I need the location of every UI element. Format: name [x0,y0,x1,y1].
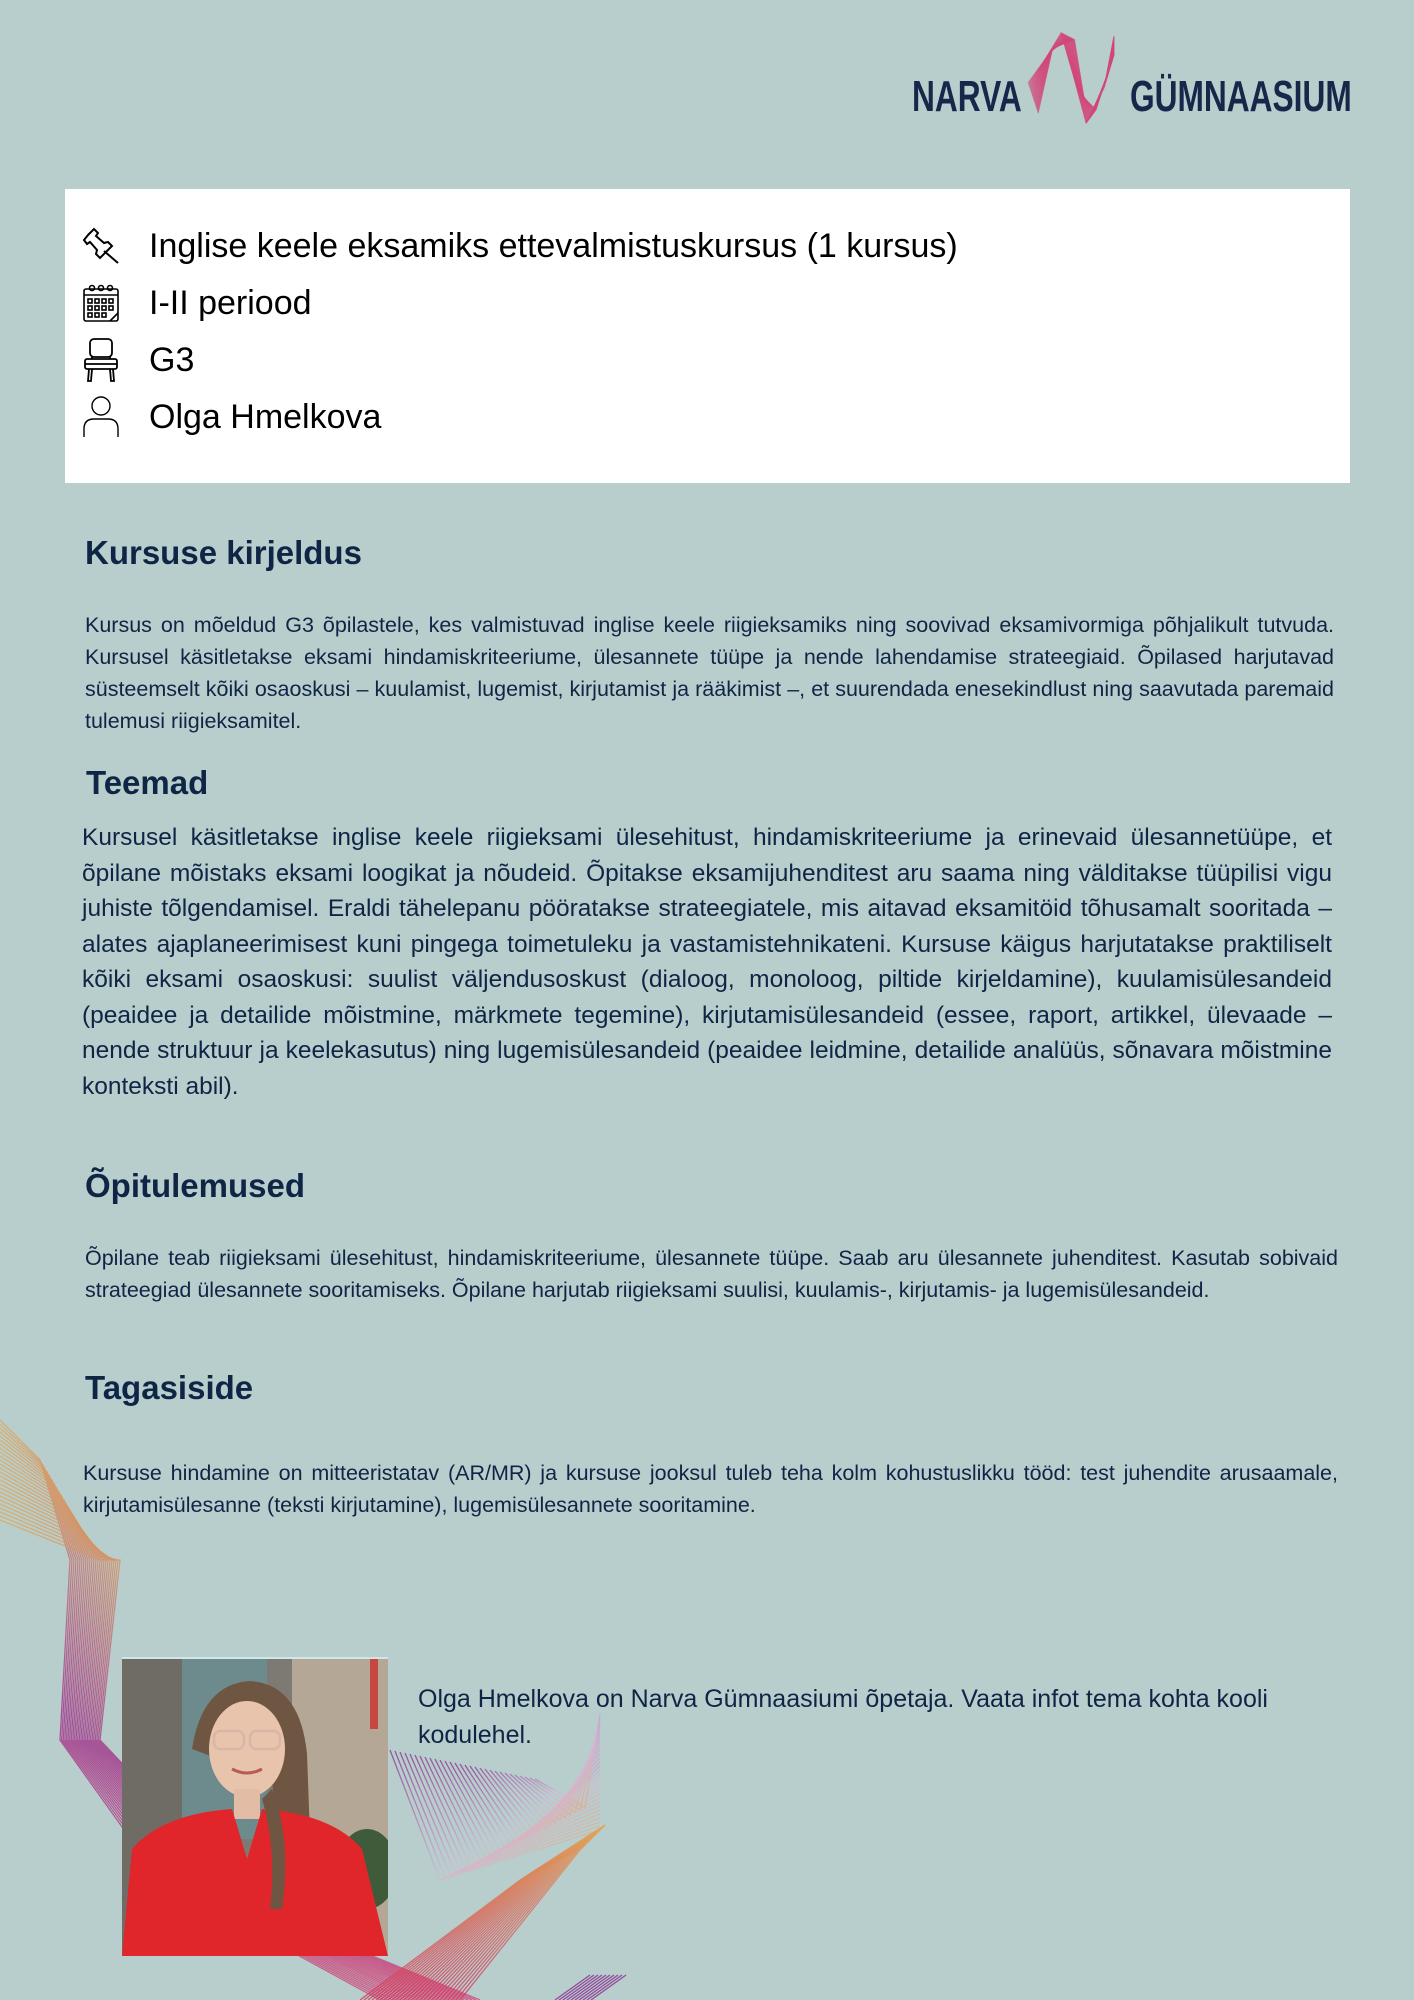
topics-heading: Teemad [86,764,209,801]
decorative-line [412,1825,605,2000]
decorative-line [415,1755,600,1868]
teacher-photo [122,1657,388,1956]
logo-word-gymnaasium: GÜMNAASIUM [1130,72,1352,121]
decorative-line [591,1975,626,2000]
course-info-card [65,189,1350,483]
decorative-line [579,1975,614,2000]
decorative-line [372,1825,605,2000]
decorative-line [425,1757,600,1863]
class-row [81,337,194,383]
logo-word-narva: NARVA [912,72,1022,121]
feedback-text: Kursuse hindamine on mitteeristatav (AR/MR) ja kursuse jooksul tuleb teha kolm kohustuslikku tööd: test juhendite arusaamale, kirjutamisülesanne (teksti kirjutamine), lugemisülesannete sooritamine. [83,1461,1338,1517]
period-text: I-II periood [149,283,312,322]
course-title: Inglise keele eksamiks ettevalmistuskursus (1 kursus) [149,226,958,265]
decorative-line [396,1825,605,2000]
decorative-line [470,1766,600,1840]
decorative-line [395,1751,600,1878]
description-text: Kursus on mõeldud G3 õpilastele, kes valmistuvad inglise keele riigieksamiks ning soovivad eksamivormiga põhjalikult tutvuda. Kursusel käsitletakse eksami hindamiskriteeriume, ülesannete tüüpe ja nende lahendamise strateegiaid. Õpilased harjutavad süsteemselt kõiki osaoskusi – kuulamist, lugemist, kirjutamist ja rääkimist –, et suurendada enesekindlust ning saavutada paremaid tulemusi riigieksamitel. [85,613,1334,733]
decorative-line [448,1825,605,2000]
decorative-line [456,1825,605,2000]
decorative-line [495,1746,600,1828]
decorative-line [440,1825,605,2000]
logo-mark-icon [1026,28,1126,128]
decorative-line [567,1975,602,2000]
decorative-line [388,1825,605,2000]
decorative-line [452,1825,605,2000]
decorative-line [420,1756,600,1865]
topics-text: Kursusel käsitletakse inglise keele riigieksami ülesehitust, hindamiskriteeriume ja erinevaid ülesannetüüpe, et õpilane mõistaks eksami loogikat ja nõudeid. Õpitakse eksamijuhenditest aru saama ning välditakse tüüpilisi vigu juhiste tõlgendamisel. Eraldi tähelepanu pööratakse strateegiatele, mis aitavad eksamitöid tõhusamalt sooritada – alates ajaplaneerimisest kuni pingega toimetuleku ja vastamistehnikateni. Kursuse käigus harjutatakse praktiliselt kõiki eksami osaoskusi: suulist väljendusoskust (dialoog, monoloog, piltide kirjeldamine), kuulamisülesandeid (peaidee ja detailide mõistmine, märkmete tegemine), kirjutamisülesandeid (essee, raport, artikkel, ülevaade – nende struktuur ja keelekasutus) ning lugemisülesandeid (peaidee leidmine, detailide analüüs, sõnavara mõistmine konteksti abil). [82,824,1332,1100]
decorative-line [404,1825,605,2000]
decorative-line [436,1825,605,2000]
course-title-row [81,223,958,269]
decorative-line [460,1764,600,1845]
teacher-name: Olga Hmelkova [149,397,382,436]
decorative-line [364,1825,605,2000]
decorative-line [465,1765,600,1843]
decorative-line [420,1825,605,2000]
decorative-line [480,1758,600,1835]
decorative-line [368,1825,605,2000]
decorative-line [490,1750,600,1830]
decorative-line [360,1825,605,2000]
decorative-line [392,1825,605,2000]
decorative-line [424,1825,605,2000]
decorative-line [376,1825,605,2000]
teacher-row [81,394,381,440]
school-logo [908,28,1352,128]
decorative-line [380,1825,605,2000]
decorative-line [444,1825,605,2000]
decorative-line [400,1752,600,1875]
period-row [81,280,312,326]
decorative-line [563,1975,598,2000]
chair-icon [81,340,121,380]
decorative-line [555,1975,590,2000]
decorative-line [500,1742,600,1825]
decorative-line [416,1825,605,2000]
decorative-line [455,1763,600,1848]
person-icon [81,397,121,437]
decorative-line [559,1975,594,2000]
teacher-bio: Olga Hmelkova on Narva Gümnaasiumi õpetaja. Vaata infot tema kohta kooli kodulehel. [418,1685,1268,1749]
decorative-line [587,1975,622,2000]
decorative-line [460,1825,605,2000]
outcomes-text: Õpilane teab riigieksami ülesehitust, hindamiskriteeriume, ülesannete tüüpe. Saab aru ülesannete juhenditest. Kasutab sobivaid strateegiad ülesannete sooritamiseks. Õpilane harjutab riigieksami suulisi, kuulamis-, kirjutamis- ja lugemisülesandeid. [85,1246,1338,1302]
decorative-line [571,1975,606,2000]
decorative-line [384,1825,605,2000]
decorative-line [475,1762,600,1838]
decorative-line [390,1750,600,1880]
decorative-line [428,1825,605,2000]
decorative-line [432,1825,605,2000]
decorative-line [450,1762,600,1850]
decorative-line [430,1758,600,1860]
description-heading: Kursuse kirjeldus [85,534,362,571]
decorative-line [410,1754,600,1870]
decorative-line [405,1753,600,1873]
outcomes-heading: Õpitulemused [85,1167,306,1204]
calendar-icon [81,283,121,323]
decorative-line [440,1760,600,1855]
feedback-heading: Tagasiside [85,1369,254,1406]
decorative-line [400,1825,605,2000]
decorative-line [485,1754,600,1833]
pushpin-icon [81,226,121,266]
decorative-line [575,1975,610,2000]
decorative-line [408,1825,605,2000]
decorative-line [435,1759,600,1858]
class-text: G3 [149,340,195,379]
decorative-line [445,1761,600,1853]
decorative-line [583,1975,618,2000]
